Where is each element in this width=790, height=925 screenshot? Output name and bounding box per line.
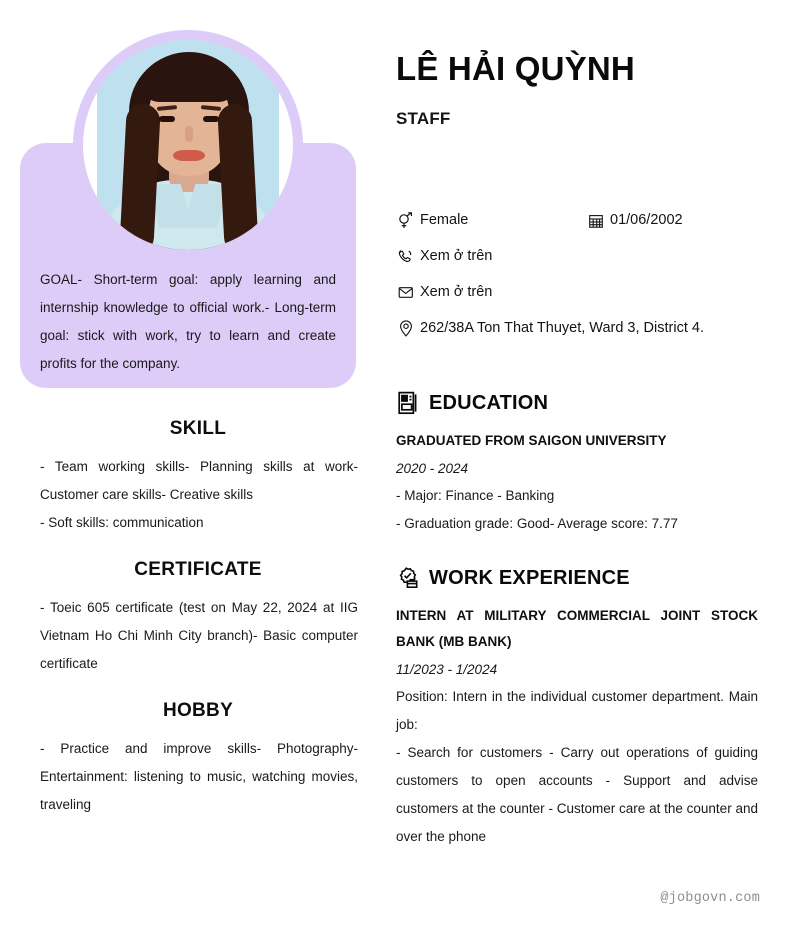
experience-heading-row <box>396 565 758 591</box>
hobby-heading: HOBBY <box>162 700 234 721</box>
skill-line-2: - Soft skills: communication <box>40 515 204 530</box>
hair-fringe <box>143 58 235 102</box>
experience-entry-body <box>396 683 758 851</box>
education-entry-date: 2020 - 2024 <box>396 461 469 476</box>
skill-line-1: - Team working skills- Planning skills at work- Customer care skills- Creative skills <box>40 459 358 502</box>
watermark: @jobgovn.com <box>660 891 760 906</box>
hobby-line-1: - Practice and improve skills- Photography- Entertainment: listening to music, watching movies, traveling <box>40 741 358 812</box>
email-value: Xem ở trên <box>420 284 493 300</box>
phone-value: Xem ở trên <box>420 248 493 264</box>
nose <box>185 126 193 142</box>
skill-section <box>20 418 376 537</box>
eye-left <box>159 116 175 122</box>
skill-body <box>20 453 376 537</box>
right-column <box>396 0 758 925</box>
email-icon <box>396 283 415 302</box>
address-value: 262/38A Ton That Thuyet, Ward 3, District 4. <box>420 320 704 336</box>
education-document-icon <box>396 390 420 416</box>
education-entry-body <box>396 482 758 538</box>
education-entry-title: GRADUATED FROM SAIGON UNIVERSITY <box>396 433 667 448</box>
certificate-section <box>20 559 376 678</box>
eye-right <box>203 116 219 122</box>
gender-value: Female <box>420 212 469 228</box>
contact-row-phone[interactable] <box>396 247 758 266</box>
experience-line-2: - Search for customers - Carry out operations of guiding customers to open accounts - Support and advise customers at the counter - Customer care at the counter and over the phone <box>396 745 758 844</box>
job-title: STAFF <box>396 109 451 128</box>
contact-row-email[interactable] <box>396 283 758 302</box>
certificate-heading: CERTIFICATE <box>134 559 262 580</box>
education-section <box>396 390 758 538</box>
experience-entry-title: INTERN AT MILITARY COMMERCIAL JOINT STOCK BANK (MB BANK) <box>396 608 758 649</box>
contact-row-gender-birthday <box>396 211 758 230</box>
skill-heading: SKILL <box>169 418 227 439</box>
experience-entry-date: 11/2023 - 1/2024 <box>396 662 498 677</box>
education-heading-row <box>396 390 758 416</box>
birthday-value: 01/06/2002 <box>610 212 683 228</box>
experience-line-1: Position: Intern in the individual customer department. Main job: <box>396 689 758 732</box>
hobby-body <box>20 735 376 819</box>
education-line-2: - Graduation grade: Good- Average score: 7.77 <box>396 516 678 531</box>
contact-block <box>396 211 758 355</box>
gender-icon <box>396 211 415 230</box>
work-experience-section <box>396 565 758 851</box>
avatar <box>83 40 293 250</box>
phone-icon <box>396 247 415 266</box>
experience-heading: WORK EXPERIENCE <box>429 566 630 589</box>
certificate-body <box>20 594 376 678</box>
page-title: LÊ HẢI QUỲNH <box>396 50 635 87</box>
location-pin-icon <box>396 319 415 338</box>
lips <box>173 150 205 161</box>
career-goal-text: GOAL- Short-term goal: apply learning and internship knowledge to official work.- Long-term goal: stick with work, try to learn and create profits for the company. <box>40 272 336 371</box>
education-heading: EDUCATION <box>429 391 549 414</box>
calendar-icon <box>586 211 605 230</box>
portrait-photo <box>97 40 279 250</box>
hobby-section <box>20 700 376 819</box>
work-badge-icon <box>396 565 420 591</box>
left-column <box>0 0 380 925</box>
certificate-line-1: - Toeic 605 certificate (test on May 22, 2024 at IIG Vietnam Ho Chi Minh City branch)- Basic computer certificate <box>40 600 358 671</box>
contact-row-address <box>396 319 758 338</box>
education-line-1: - Major: Finance - Banking <box>396 488 555 503</box>
